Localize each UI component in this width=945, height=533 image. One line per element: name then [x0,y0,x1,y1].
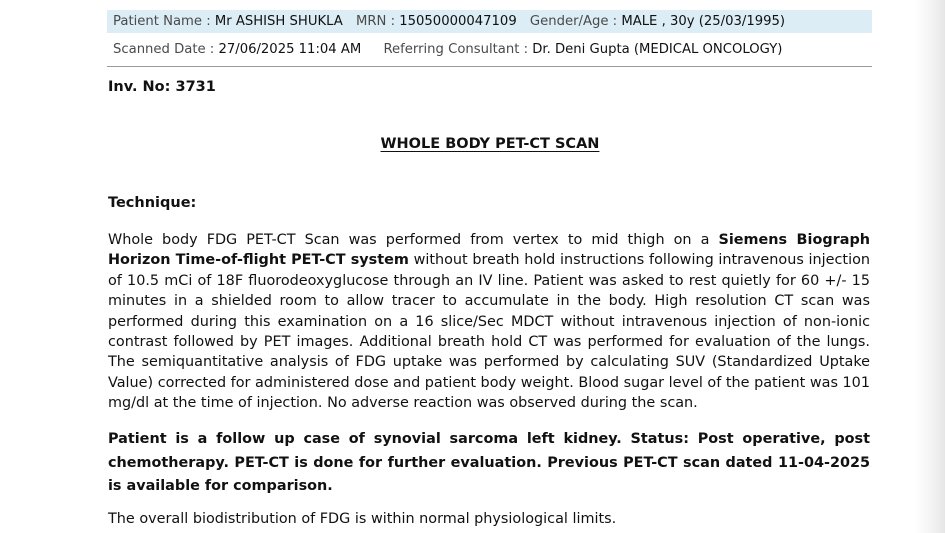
technique-heading: Technique: [108,195,197,211]
patient-name: Mr ASHISH SHUKLA [214,14,343,29]
clinical-history-paragraph: Patient is a follow up case of synovial sarcoma left kidney. Status: Post operative, post chemotherapy. PET-CT is done for further evaluation. Previous PET-CT scan dated 11-04-2025 is available for comparison. [108,431,870,494]
gender-age-label: Gender/Age : [529,14,618,29]
technique-paragraph [108,230,870,414]
report-title: WHOLE BODY PET-CT SCAN [380,136,600,152]
scanned-date-label: Scanned Date : [113,42,215,57]
patient-header-row [107,10,872,33]
mrn-value: 15050000047109 [399,14,517,29]
referring-consultant-label: Referring Consultant : [383,42,529,57]
mrn-label: MRN : [356,14,396,29]
technique-system-name: Siemens Biograph Horizon Time-of-flight PET-CT system [108,232,871,269]
technique-text-2: without breath hold instructions following intravenous injection of 10.5 mCi of 18F fluorodeoxyglucose through an IV line. Patient was asked to rest quietly for 60 +/- 15 minutes in a shielded room to allow tracer to accumulate in the body. High resolution CT scan was performed during this examination on a 16 slice/Sec MDCT without intravenous injection of non-ionic contrast followed by PET images. Additional breath hold CT was performed for evaluation of the lungs. The semiquantitative analysis of FDG uptake was performed by calculating SUV (Standardized Uptake Value) corrected for administered dose and patient body weight. Blood sugar level of the patient was 101 mg/dl at the time of injection. No adverse reaction was observed during the scan. [108,252,870,412]
header-divider [107,66,872,67]
biodistribution-paragraph: The overall biodistribution of FDG is within normal physiological limits. [108,511,617,527]
patient-name-label: Patient Name : [113,14,211,29]
page-edge-shadow [915,0,945,533]
scan-header-row [107,39,872,61]
technique-text-1: Whole body FDG PET-CT Scan was performed from vertex to mid thigh on a [108,232,719,248]
invoice-number: Inv. No: 3731 [108,79,216,95]
scanned-date-value: 27/06/2025 11:04 AM [218,42,362,57]
referring-consultant-value: Dr. Deni Gupta (MEDICAL ONCOLOGY) [532,42,783,57]
gender-age-value: MALE , 30y (25/03/1995) [621,14,786,29]
